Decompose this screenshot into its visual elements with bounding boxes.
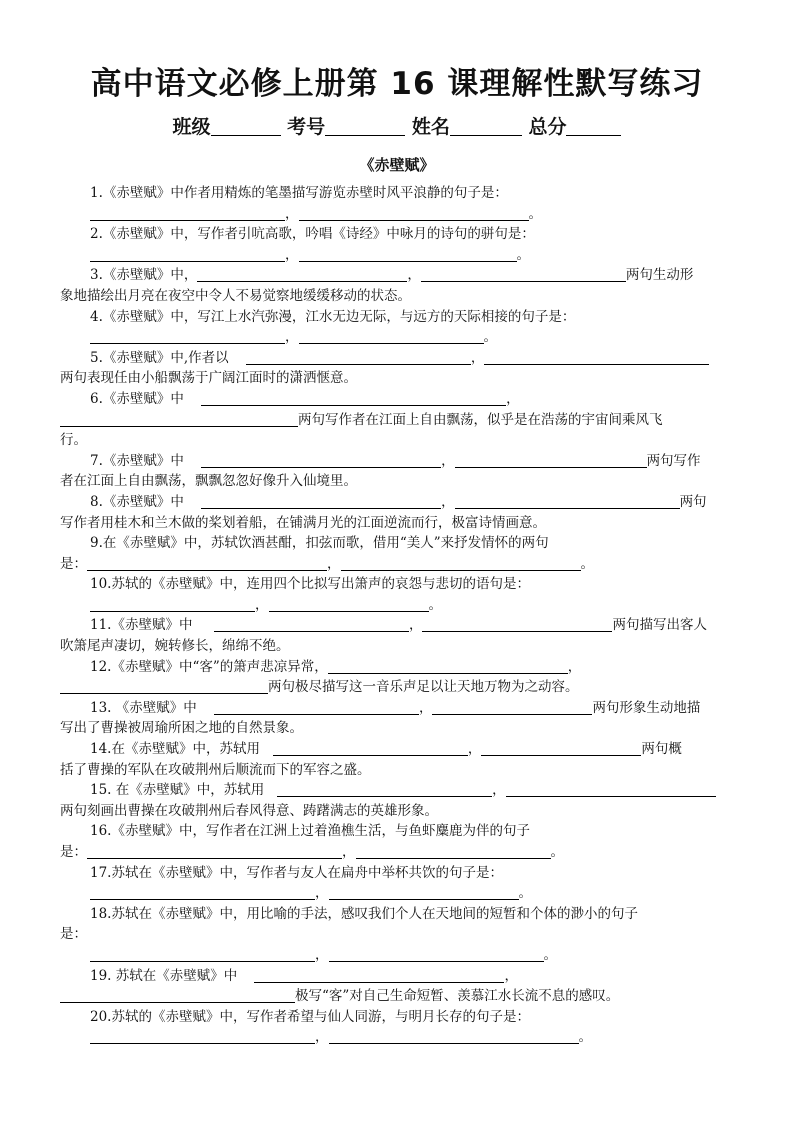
question-text: 14.在《赤壁赋》中，苏轼用 — [90, 741, 260, 758]
punct: ， — [342, 844, 356, 860]
question-text: 两句形象生动地描 — [592, 699, 701, 716]
answer-blank[interactable] — [481, 740, 641, 756]
question-text: 者在江面上自由飘荡，飘飘忽忽好像升入仙境里。 — [60, 473, 357, 490]
answer-blank[interactable] — [484, 349, 709, 365]
exam-number-label: 考号 — [287, 116, 326, 138]
question-text: 18.苏轼在《赤壁赋》中，用比喻的手法，感叹我们个人在天地间的短暂和个体的渺小的句子 — [90, 905, 638, 922]
answer-blank[interactable] — [421, 266, 626, 282]
answer-blank[interactable] — [90, 1028, 315, 1044]
student-info-line — [0, 112, 794, 139]
answer-blank[interactable] — [455, 452, 647, 468]
answer-blank[interactable] — [299, 328, 484, 344]
punct: ， — [407, 267, 421, 284]
question-text: 两句刻画出曹操在攻破荆州后春风得意、踌躇满志的英雄形象。 — [60, 802, 438, 819]
answer-blank[interactable] — [246, 349, 471, 365]
question-text: 8.《赤壁赋》中 — [90, 493, 184, 510]
punct: ， — [285, 205, 299, 222]
answer-blank[interactable] — [60, 411, 298, 427]
question-14 — [60, 739, 735, 780]
question-20 — [60, 1007, 735, 1048]
answer-blank[interactable] — [201, 390, 506, 406]
score-field[interactable] — [566, 117, 621, 136]
question-11 — [60, 615, 735, 656]
answer-blank[interactable] — [273, 740, 468, 756]
question-text: 16.《赤壁赋》中，写作者在江洲上过着渔樵生活，与鱼虾麋鹿为伴的句子 — [90, 823, 530, 840]
question-text: 2.《赤壁赋》中，写作者引吭高歌，吟唱《诗经》中咏月的诗句的骈句是： — [90, 226, 535, 243]
punct: 。 — [483, 329, 497, 346]
punct: ， — [504, 967, 518, 984]
answer-blank[interactable] — [214, 616, 409, 632]
question-text: 10.苏轼的《赤壁赋》中，连用四个比拟写出箫声的哀怨与悲切的语句是： — [90, 576, 530, 593]
answer-blank[interactable] — [87, 555, 327, 571]
question-6 — [60, 389, 735, 451]
punct: ， — [315, 885, 329, 902]
punct: 。 — [550, 844, 564, 860]
question-15 — [60, 780, 735, 821]
punct: ， — [441, 493, 455, 510]
question-text: 吹箫尾声凄切，婉转修长，绵绵不绝。 — [60, 638, 290, 655]
answer-blank[interactable] — [90, 596, 255, 612]
answer-blank[interactable] — [87, 843, 342, 859]
class-field[interactable] — [211, 117, 281, 136]
question-13 — [60, 698, 735, 739]
question-12 — [60, 657, 735, 698]
question-list — [60, 183, 735, 1048]
punct: ， — [315, 946, 329, 963]
question-17 — [60, 863, 735, 904]
question-text: 4.《赤壁赋》中，写江上水汽弥漫，江水无边无际，与远方的天际相接的句子是： — [90, 308, 576, 325]
punct: ， — [506, 390, 520, 407]
question-8 — [60, 492, 735, 533]
punct: ， — [441, 452, 455, 469]
punct: 。 — [428, 596, 442, 613]
question-text: 7.《赤壁赋》中 — [90, 452, 184, 469]
answer-blank[interactable] — [90, 246, 285, 262]
answer-blank[interactable] — [90, 205, 285, 221]
answer-blank[interactable] — [60, 987, 295, 1003]
question-7 — [60, 451, 735, 492]
question-18 — [60, 904, 735, 966]
question-1 — [60, 183, 735, 224]
answer-blank[interactable] — [90, 328, 285, 344]
answer-blank[interactable] — [201, 452, 441, 468]
punct: ， — [285, 329, 299, 346]
question-text: 写作者用桂木和兰木做的桨划着船，在铺满月光的江面逆流而行，极富诗情画意。 — [60, 514, 546, 531]
punct: 。 — [516, 246, 530, 263]
name-label: 姓名 — [411, 116, 450, 138]
question-text: 19. 苏轼在《赤壁赋》中 — [90, 967, 238, 984]
question-text: 两句生动形 — [625, 267, 694, 284]
punct: ， — [567, 658, 582, 675]
question-text: 写出了曹操被周瑜所困之地的自然景象。 — [60, 720, 303, 737]
question-text: 两句写作者在江面上自由飘荡，似乎是在浩荡的宇宙间乘风飞 — [298, 411, 663, 428]
question-text: 两句表现任由小船飘荡于广阔江面时的潇洒惬意。 — [60, 370, 357, 387]
punct: ， — [315, 1029, 329, 1046]
answer-blank[interactable] — [328, 658, 568, 674]
question-text: 括了曹操的军队在攻破荆州后顺流而下的军容之盛。 — [60, 761, 371, 778]
question-text: 1.《赤壁赋》中作者用精炼的笔墨描写游览赤壁时风平浪静的句子是： — [90, 185, 508, 201]
question-text: 行。 — [60, 432, 87, 449]
question-text: 两句概 — [641, 741, 682, 758]
question-2 — [60, 224, 735, 265]
answer-blank[interactable] — [269, 596, 429, 612]
answer-blank[interactable] — [254, 967, 504, 983]
question-text: 是： — [60, 926, 87, 943]
punct: 。 — [543, 946, 557, 963]
question-16 — [60, 821, 735, 862]
punct: 。 — [528, 205, 542, 222]
question-text: 象地描绘出月亮在夜空中令人不易觉察地缓缓移动的状态。 — [60, 287, 411, 304]
punct: 。 — [580, 555, 594, 572]
question-text: 20.苏轼的《赤壁赋》中，写作者希望与仙人同游，与明月长存的句子是： — [90, 1008, 530, 1025]
question-text: 两句描写出客人 — [612, 617, 707, 634]
answer-blank[interactable] — [90, 946, 315, 962]
class-label: 班级 — [172, 116, 211, 138]
answer-blank[interactable] — [299, 205, 529, 221]
question-text: 两句写作 — [646, 452, 701, 469]
question-10 — [60, 574, 735, 615]
question-text: 12.《赤壁赋》中“客”的箫声悲凉异常， — [90, 658, 328, 675]
answer-blank[interactable] — [201, 493, 441, 509]
question-text: 13. 《赤壁赋》中 — [90, 699, 197, 716]
answer-blank[interactable] — [506, 781, 716, 797]
question-9 — [60, 533, 735, 574]
punct: ， — [467, 741, 482, 758]
name-field[interactable] — [450, 117, 522, 136]
question-text: 是： — [60, 555, 87, 572]
punct: ， — [418, 699, 433, 716]
answer-blank[interactable] — [329, 946, 544, 962]
question-text: 5.《赤壁赋》中,作者以 — [90, 349, 229, 366]
section-title: 《赤壁赋》 — [359, 156, 435, 174]
punct: ， — [470, 349, 485, 366]
punct: ， — [492, 782, 506, 799]
question-5 — [60, 348, 735, 389]
punct: 。 — [518, 885, 532, 902]
question-text: 极写“客”对自己生命短暂、羡慕江水长流不息的感叹。 — [295, 988, 620, 1005]
question-4 — [60, 307, 735, 348]
answer-blank[interactable] — [455, 493, 680, 509]
question-text: 两句极尽描写这一音乐声足以让天地万物为之动容。 — [268, 679, 579, 696]
answer-blank[interactable] — [197, 266, 407, 282]
answer-blank[interactable] — [341, 555, 581, 571]
punct: ， — [327, 555, 341, 572]
answer-blank[interactable] — [90, 884, 315, 900]
answer-blank[interactable] — [422, 616, 612, 632]
question-text: 6.《赤壁赋》中 — [90, 390, 184, 407]
question-text: 17.苏轼在《赤壁赋》中，写作者与友人在扁舟中举杯共饮的句子是： — [90, 864, 503, 881]
score-label: 总分 — [528, 116, 567, 138]
punct: ， — [408, 617, 423, 634]
answer-blank[interactable] — [299, 246, 517, 262]
question-text: 9.在《赤壁赋》中，苏轼饮酒甚酣，扣弦而歌，借用“美人”来抒发情怀的两句 — [90, 535, 549, 552]
question-19 — [60, 966, 735, 1007]
answer-blank[interactable] — [432, 699, 592, 715]
question-3 — [60, 265, 735, 306]
punct: ， — [285, 246, 299, 263]
exam-number-field[interactable] — [325, 117, 405, 136]
question-text: 是： — [60, 844, 87, 860]
punct: ， — [255, 596, 269, 613]
punct: 。 — [578, 1029, 592, 1046]
answer-blank[interactable] — [277, 781, 492, 797]
question-text: 3.《赤壁赋》中， — [90, 267, 198, 284]
answer-blank[interactable] — [329, 884, 519, 900]
answer-blank[interactable] — [60, 678, 268, 694]
question-text: 两句 — [679, 493, 707, 510]
answer-blank[interactable] — [329, 1028, 579, 1044]
page-title: 高中语文必修上册第 16 课理解性默写练习 — [90, 66, 704, 102]
question-text: 15. 在《赤壁赋》中，苏轼用 — [90, 782, 265, 799]
question-text: 11.《赤壁赋》中 — [90, 617, 193, 634]
answer-blank[interactable] — [214, 699, 419, 715]
answer-blank[interactable] — [356, 843, 551, 859]
